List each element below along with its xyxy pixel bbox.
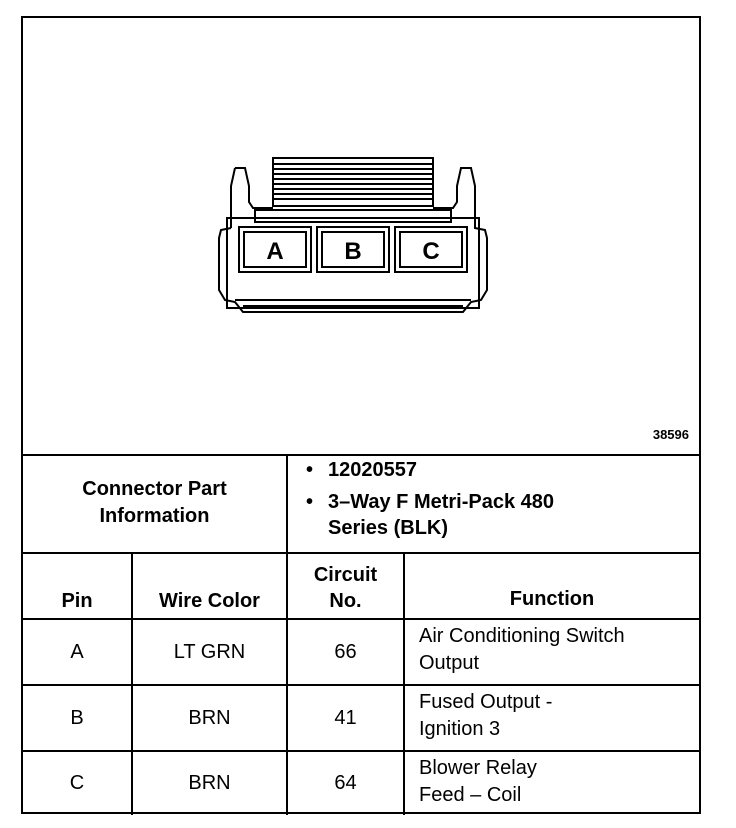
connector-drawing [23, 18, 699, 454]
connector-table [23, 454, 699, 815]
header-wire-color: Wire Color [132, 553, 287, 619]
connector-info-row [23, 454, 699, 553]
wire-color-cell: LT GRN [132, 619, 287, 685]
table-row [23, 619, 699, 685]
circuit-no-cell: 64 [287, 751, 404, 815]
pin-cell: B [23, 685, 132, 751]
pin-cavity-c [395, 227, 467, 272]
table-row [23, 685, 699, 751]
header-pin: Pin [23, 553, 132, 619]
pin-label: A [266, 238, 284, 265]
circuit-no-cell: 41 [287, 685, 404, 751]
locking-tab [273, 158, 433, 206]
circuit-no-cell: 66 [287, 619, 404, 685]
pin-cell: C [23, 751, 132, 815]
function-cell: Fused Output - Ignition 3 [404, 685, 699, 751]
part-number: • 12020557 [306, 459, 417, 481]
connector-type: • 3–Way F Metri-Pack 480 Series (BLK) [306, 491, 555, 539]
connector-info-list [287, 454, 699, 553]
connector-info-label: Connector Part Information [23, 454, 287, 553]
header-function: Function [404, 553, 699, 619]
pin-cavity-b [317, 227, 389, 272]
function-cell: Air Conditioning Switch Output [404, 619, 699, 685]
connector-illustration [23, 18, 699, 456]
pin-label: B [344, 238, 362, 265]
bullet-icon: • [306, 459, 314, 481]
figure-number: 38596 [652, 427, 689, 442]
table-header-row [23, 553, 699, 619]
table-row [23, 751, 699, 815]
pin-cavity-a [239, 227, 311, 272]
bullet-icon: • [306, 491, 314, 513]
header-circuit-no: Circuit No. [287, 553, 404, 619]
pin-cell: A [23, 619, 132, 685]
pin-label: C [422, 238, 440, 265]
wire-color-cell: BRN [132, 751, 287, 815]
wire-color-cell: BRN [132, 685, 287, 751]
connector-sheet [21, 16, 701, 814]
function-cell: Blower Relay Feed – Coil [404, 751, 699, 815]
